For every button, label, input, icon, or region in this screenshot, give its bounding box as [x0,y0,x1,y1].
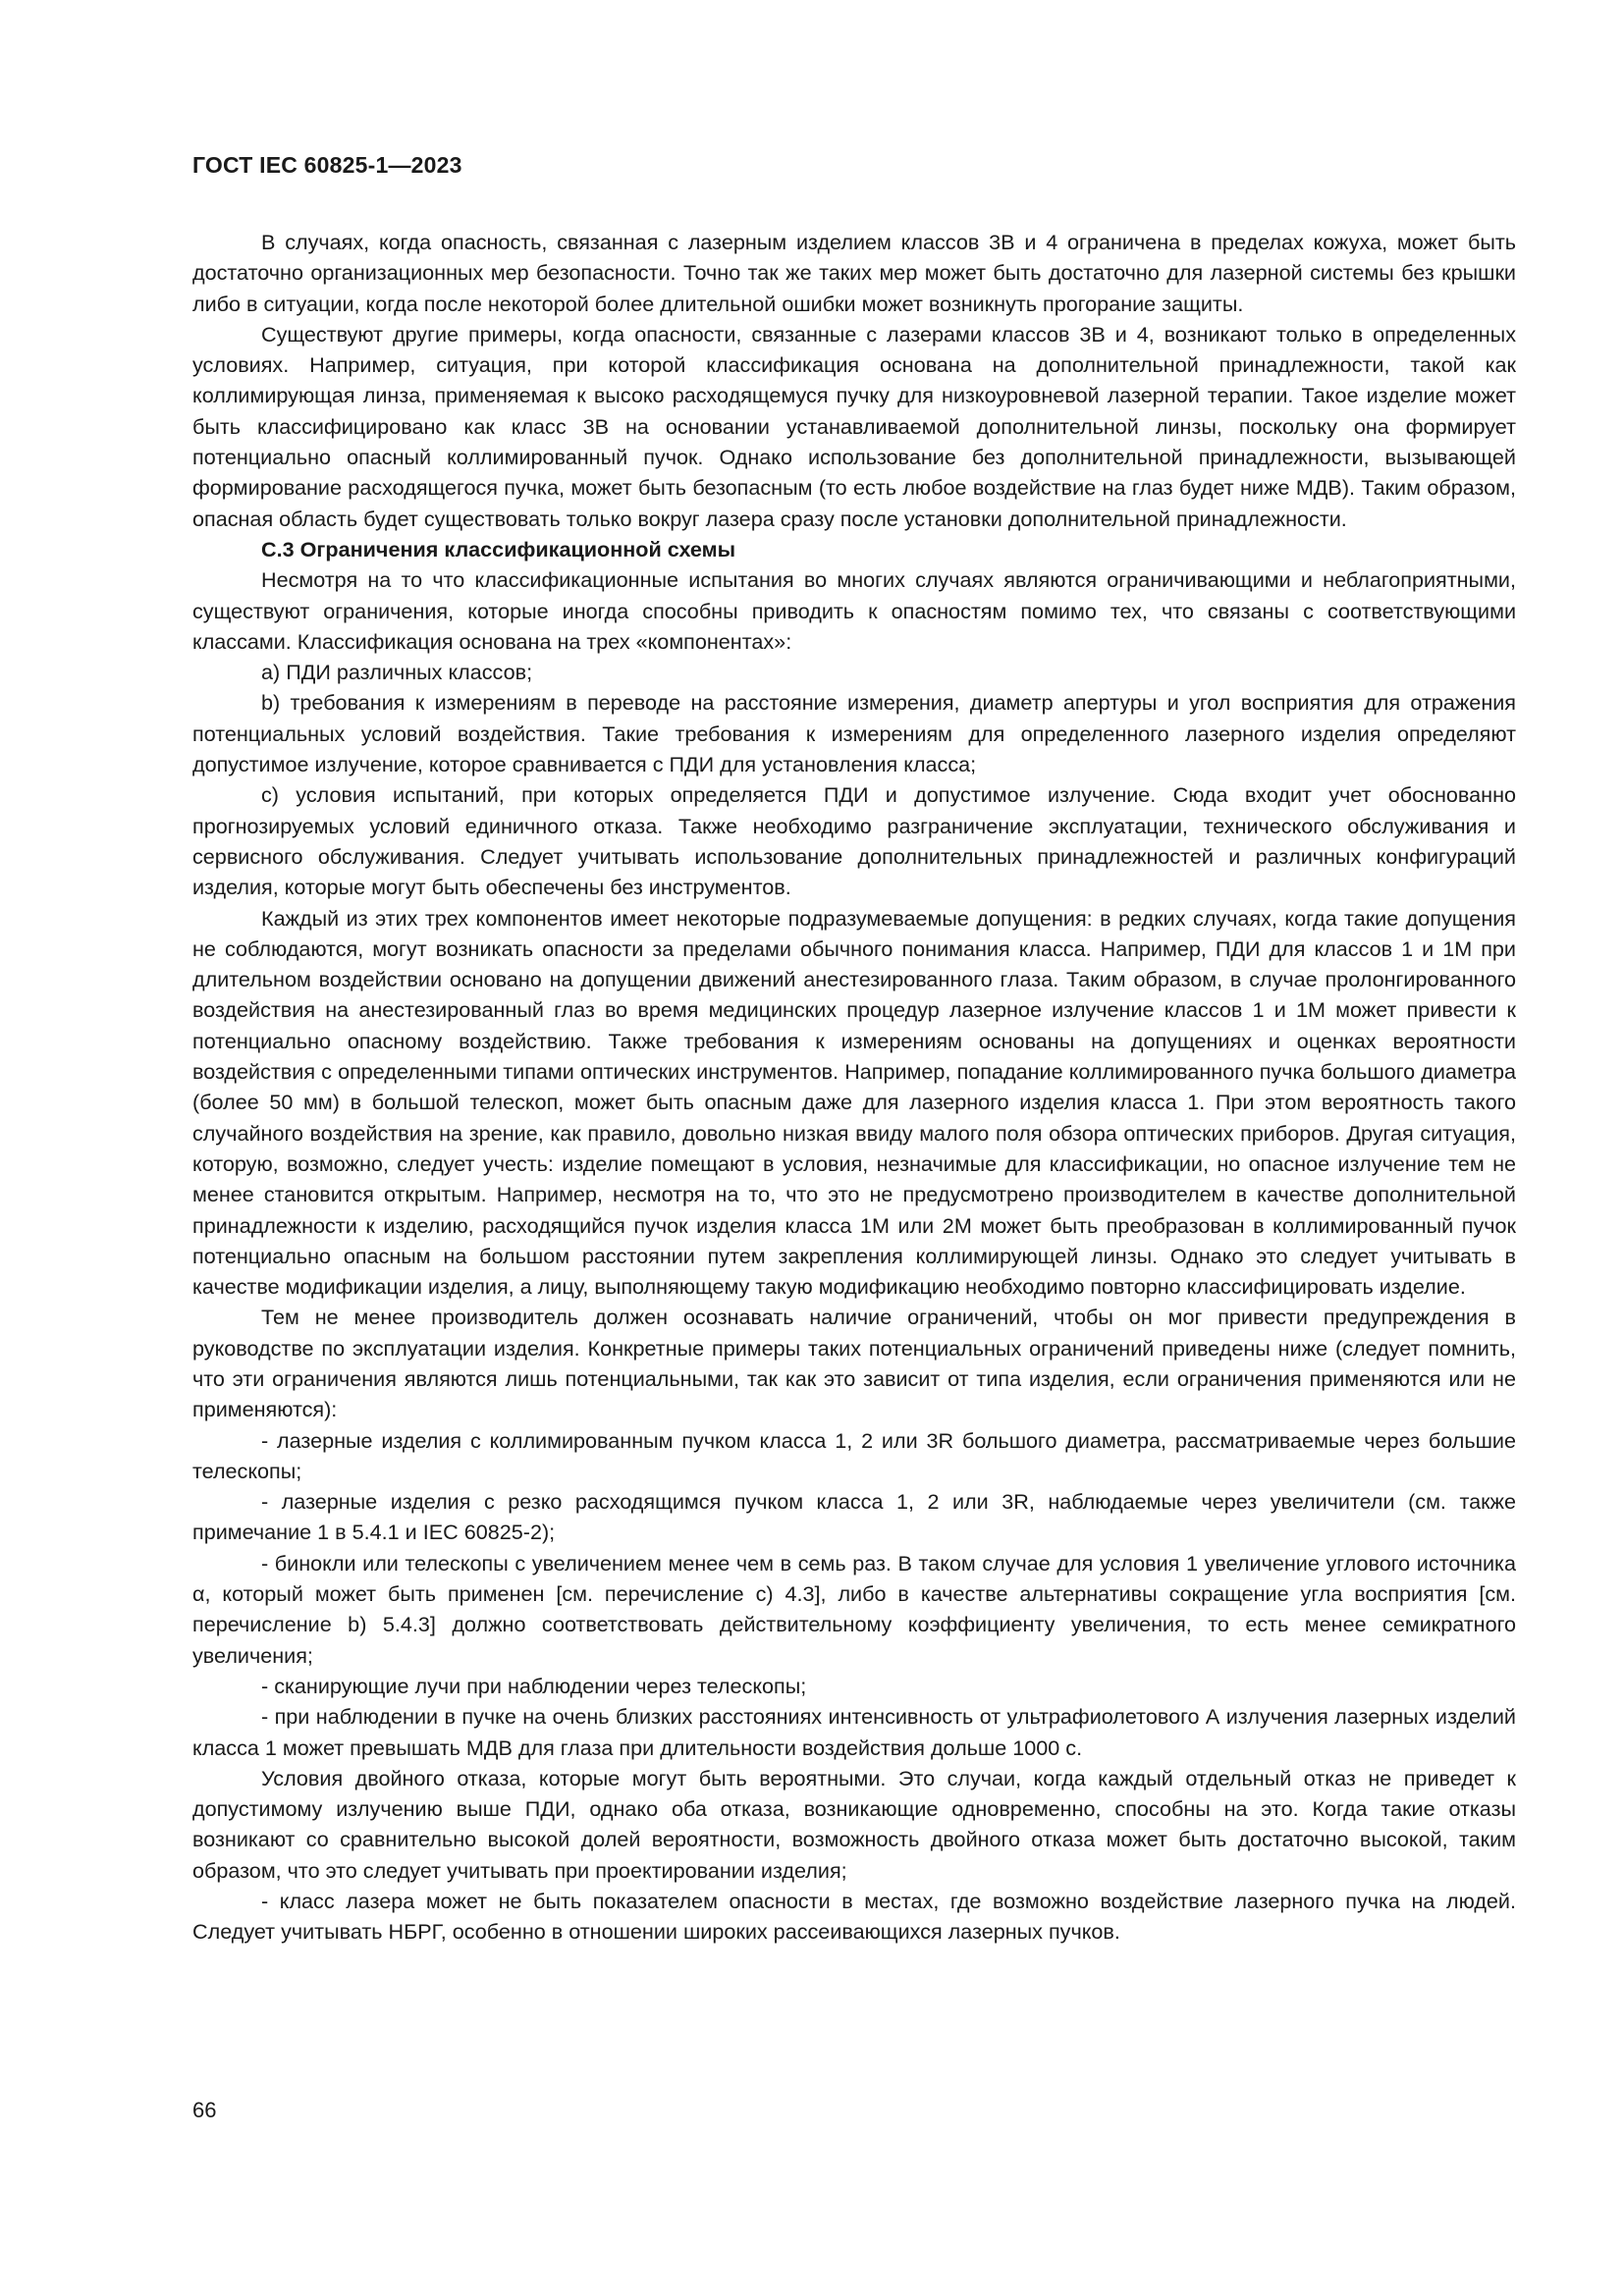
paragraph: Тем не менее производитель должен осознавать наличие ограничений, чтобы он мог привести предупреждения в руководстве по эксплуатации изделия. Конкретные примеры таких потенциальных ограничений приведены ниже (следует помнить, что эти ограничения являются лишь потенциальными, так как это зависит от типа изделия, если ограничения применяются или не применяются): [192,1305,1516,1422]
paragraph: Несмотря на то что классификационные испытания во многих случаях являются ограничивающими и неблагоприятными, существуют ограничения, которые иногда способны приводить к опасностям помимо тех, что связаны с соответствующими классами. Классификация основана на трех «компонентах»: [192,567,1516,654]
paragraph: Существуют другие примеры, когда опасности, связанные с лазерами классов 3В и 4, возникают только в определенных условиях. Например, ситуация, при которой классификация основана на дополнительной принадлежности, такой как коллимирующая линза, применяемая к высоко расходящемуся пучку для низкоуровневой лазерной терапии. Такое изделие может быть классифицировано как класс 3В на основании устанавливаемой дополнительной линзы, поскольку она формирует потенциально опасный коллимированный пучок. Однако использование без дополнительной принадлежности, вызывающей формирование расходящегося пучка, может быть безопасным (то есть любое воздействие на глаз будет ниже МДВ). Таким образом, опасная область будет существовать только вокруг лазера сразу после установки дополнительной принадлежности. [192,321,1516,531]
standard-title: ГОСТ IEC 60825-1—2023 [192,152,462,178]
list-item: a) ПДИ различных классов; [261,660,533,685]
list-item: - при наблюдении в пучке на очень близких расстояниях интенсивность от ультрафиолетового А излучения лазерных изделий класса 1 может превышать МДВ для глаза при длительности воздействия дольше 1000 с. [192,1704,1516,1760]
section-heading: С.3 Ограничения классификационной схемы [261,536,736,561]
list-item: - лазерные изделия с коллимированным пучком класса 1, 2 или 3R большого диаметра, рассматриваемые через большие телескопы; [192,1427,1516,1483]
list-item: c) условия испытаний, при которых определяется ПДИ и допустимое излучение. Сюда входит учет обоснованно прогнозируемых условий единичного отказа. Также необходимо разграничение эксплуатации, технического обслуживания и сервисного обслуживания. Следует учитывать использование дополнительных принадлежностей и различных конфигураций изделия, которые могут быть обеспечены без инструментов. [192,782,1516,900]
paragraph: В случаях, когда опасность, связанная с лазерным изделием классов 3В и 4 ограничена в пределах кожуха, может быть достаточно организационных мер безопасности. Точно так же таких мер может быть достаточно для лазерной системы без крышки либо в ситуации, когда после некоторой более длительной ошибки может возникнуть прогорание защиты. [192,230,1516,316]
document-body [192,227,1516,1948]
paragraph: Условия двойного отказа, которые могут быть вероятными. Это случаи, когда каждый отдельный отказ не приведет к допустимому излучению выше ПДИ, однако оба отказа, возникающие одновременно, способны на это. Когда такие отказы возникают со сравнительно высокой долей вероятности, возможность двойного отказа может быть достаточно высокой, таким образом, что это следует учитывать при проектировании изделия; [192,1765,1516,1883]
paragraph: Каждый из этих трех компонентов имеет некоторые подразумеваемые допущения: в редких случаях, когда такие допущения не соблюдаются, могут возникать опасности за пределами обычного понимания класса. Например, ПДИ для классов 1 и 1М при длительном воздействии основано на допущении движений анестезированного глаза. Таким образом, в случае пролонгированного воздействия на анестезированный глаз во время медицинских процедур лазерное излучение классов 1 и 1М может привести к потенциально опасному воздействию. Также требования к измерениям основаны на допущениях и оценках вероятности воздействия с определенными типами оптических инструментов. Например, попадание коллимированного пучка большого диаметра (более 50 мм) в большой телескоп, может быть опасным даже для лазерного изделия класса 1. При этом вероятность такого случайного воздействия на зрение, как правило, довольно низкая ввиду малого поля обзора оптических приборов. Другая ситуация, которую, возможно, следует учесть: изделие помещают в условия, незначимые для классификации, но опасное излучение тем не менее становится открытым. Например, несмотря на то, что это не предусмотрено производителем в качестве дополнительной принадлежности к изделию, расходящийся пучок изделия класса 1М или 2М может быть преобразован в коллимированный пучок потенциально опасным на большом расстоянии путем закрепления коллимирующей линзы. Однако это следует учитывать в качестве модификации изделия, а лицу, выполняющему такую модификацию необходимо повторно классифицировать изделие. [192,905,1516,1300]
list-item: - бинокли или телескопы с увеличением менее чем в семь раз. В таком случае для условия 1 увеличение углового источника α, который может быть применен [см. перечисление c) 4.3], либо в качестве альтернативы сокращение угла восприятия [см. перечисление b) 5.4.3] должно соответствовать действительному коэффициенту увеличения, то есть менее семикратного увеличения; [192,1550,1516,1668]
list-item: - класс лазера может не быть показателем опасности в местах, где возможно воздействие лазерного пучка на людей. Следует учитывать НБРГ, особенно в отношении широких рассеивающихся лазерных пучков. [192,1889,1516,1945]
list-item: - сканирующие лучи при наблюдении через телескопы; [261,1673,807,1698]
list-item: b) требования к измерениям в переводе на расстояние измерения, диаметр апертуры и угол восприятия для отражения потенциальных условий воздействия. Такие требования к измерениям для определенного лазерного изделия определяют допустимое излучение, которое сравнивается с ПДИ для установления класса; [192,690,1516,777]
list-item: - лазерные изделия с резко расходящимся пучком класса 1, 2 или 3R, наблюдаемые через увеличители (см. также примечание 1 в 5.4.1 и IEC 60825-2); [192,1489,1516,1545]
page-number: 66 [192,2098,217,2122]
